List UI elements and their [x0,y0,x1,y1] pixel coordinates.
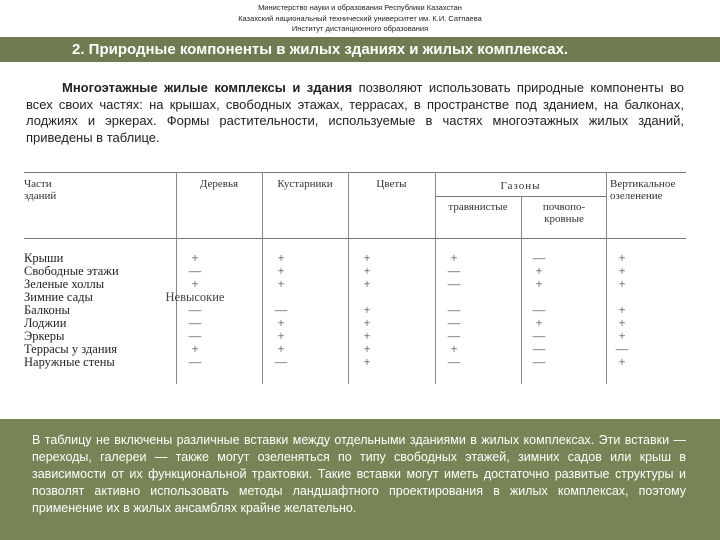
institution-header [0,3,720,35]
table-row [24,252,684,265]
header-shrubs: Кустарники [277,178,333,190]
table-cell: — [188,355,202,369]
table-row [24,278,684,291]
table-cell: + [618,251,626,265]
row-label: Террасы у здания [24,342,117,356]
row-label: Зимние сады [24,290,93,304]
table-cell: — [532,355,546,369]
table-cell: + [363,277,371,291]
table-cell: — [447,264,461,278]
table-row [24,356,684,369]
intro-text: позволяют использовать природные компоненты во всех своих частях: на крышах, свободных этажах, террасах, в пространстве под зданием, на балконах, лоджиях и эркерах. Формы растительности, используемые в частях многоэтажных жилых зданий, приведены в таблице. [26,80,684,145]
table-cell: — [532,342,546,356]
table-row [24,343,684,356]
table-cell: + [618,303,626,317]
table-cell: + [618,329,626,343]
table-cell: + [277,264,285,278]
table-cell: + [363,251,371,265]
header-vertical: Вертикальное озеленение [610,178,676,202]
table-cell: + [363,264,371,278]
table-row [24,317,684,330]
table-cell: — [532,303,546,317]
table-cell: + [363,329,371,343]
table-cell: — [188,264,202,278]
institute-line: Институт дистанционного образования [291,24,429,33]
row-label: Зеленые холлы [24,277,105,291]
university-line: Казахский национальный технический университет им. К.И. Сатпаева [238,13,482,23]
table-cell: — [447,355,461,369]
table-cell: + [618,316,626,330]
table-cell: — [532,251,546,265]
title-band [0,37,720,62]
table-cell: + [618,355,626,369]
table-cell: + [450,251,458,265]
footer-note-box [0,419,720,540]
intro-paragraph [26,80,684,146]
table-cell: — [447,329,461,343]
table-cell: + [363,316,371,330]
table-row [24,291,684,304]
ministry-line: Министерство науки и образования Республики Казахстан [258,3,462,12]
header-trees: Деревья [199,178,239,190]
table-cell: — [532,329,546,343]
table-cell: + [277,316,285,330]
table-cell: + [618,277,626,291]
table-row [24,304,684,317]
table-cell: + [191,251,199,265]
table-cell: — [188,316,202,330]
table-cell: — [615,342,629,356]
table-row [24,265,684,278]
table-cell: — [188,329,202,343]
page-title: 2. Природные компоненты в жилых зданиях и жилых комплексах. [72,41,569,58]
table-cell: + [535,316,543,330]
intro-lead: Многоэтажные жилые комплексы и здания [62,80,353,95]
table-cell: + [277,277,285,291]
table-cell: — [447,277,461,291]
table-cell: — [188,303,202,317]
table-cell: — [447,316,461,330]
table-cell: + [363,355,371,369]
table-cell: + [277,329,285,343]
table-cell: + [277,342,285,356]
header-lawns-grass: травянистые [448,201,508,213]
header-parts: Части зданий [24,178,57,202]
table-cell: — [274,355,288,369]
header-bottom-line [24,238,686,239]
table-cell: — [447,303,461,317]
row-label: Лоджии [24,316,67,330]
row-label: Эркеры [24,329,65,343]
table-cell: + [277,251,285,265]
table-cell: Невысокие [165,290,225,304]
row-label: Балконы [24,303,70,317]
header-lawns-ground: почвопо-кровные [542,201,586,225]
table-cell: + [450,342,458,356]
table-cell: + [363,342,371,356]
table-cell: + [363,303,371,317]
header-flowers: Цветы [376,178,407,190]
table-cell: + [191,342,199,356]
row-label: Свободные этажи [24,264,119,278]
header-lawns: Газоны [500,180,541,192]
table-top-line [24,172,686,173]
table-cell: + [535,264,543,278]
table-cell: — [274,303,288,317]
table-cell: + [618,264,626,278]
table-cell: + [191,277,199,291]
row-label: Наружные стены [24,355,115,369]
table-cell: + [535,277,543,291]
row-label: Крыши [24,251,64,265]
footer-note: В таблицу не включены различные вставки между отдельными зданиями в жилых комплексах. Эти вставки — переходы, галереи — также могут озеленяться по типу свободных этажей, зимних садов или крыш в зависимости от их функциональной трактовки. Такие вставки могут иметь достаточно развитые структуры и позволят активно использовать методы ландшафтного проектирования в жилых комплексах, поэтому применение их в жилых ансамблях крайне желательно. [32,433,686,515]
table-row [24,330,684,343]
